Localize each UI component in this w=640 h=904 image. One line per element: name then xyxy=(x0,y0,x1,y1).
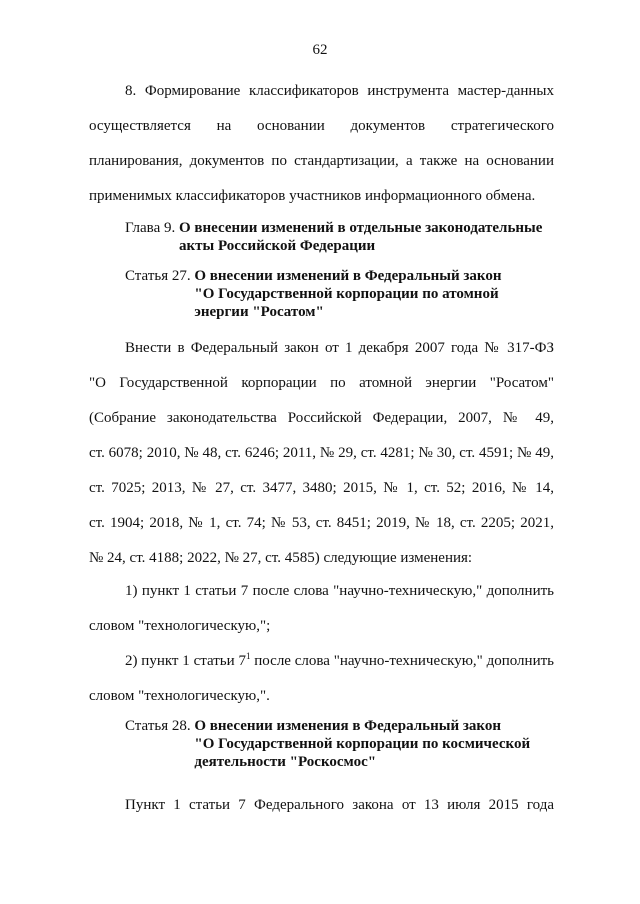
article-title-line: О внесении изменения в Федеральный закон xyxy=(194,718,501,734)
item-1-line: 1) пункт 1 статьи 7 после слова "научно-техническую," дополнить xyxy=(125,583,554,599)
item-2-superscript: 1 xyxy=(245,651,251,661)
article-27-line: № 24, ст. 4188; 2022, № 27, ст. 4585) следующие изменения: xyxy=(89,550,473,566)
article-27-line: "О Государственной корпорации по атомной энергии "Росатом" xyxy=(89,375,554,391)
article-27-line: ст. 7025; 2013, № 27, ст. 3477, 3480; 2015, № 1, ст. 52; 2016, № 14, xyxy=(89,480,554,496)
article-title-line: "О Государственной корпорации по космической xyxy=(194,736,531,752)
article-27-heading xyxy=(125,267,502,321)
paragraph-8-line: 8. Формирование классификаторов инструмента мастер-данных xyxy=(125,83,554,99)
paragraph-8-line: осуществляется на основании документов стратегического xyxy=(89,118,554,134)
article-28-intro xyxy=(89,788,554,823)
article-label: Статья 27. xyxy=(125,268,191,284)
article-27-item-2 xyxy=(89,644,554,714)
article-27-line: Внести в Федеральный закон от 1 декабря 2007 года № 317-ФЗ xyxy=(125,340,554,356)
item-1-line: словом "технологическую,"; xyxy=(89,618,271,634)
article-27-line: (Собрание законодательства Российской Федерации, 2007, № 49, xyxy=(89,410,554,426)
article-27-line: ст. 1904; 2018, № 1, ст. 74; № 53, ст. 8451; 2019, № 18, ст. 2205; 2021, xyxy=(89,515,554,531)
article-title-line: деятельности "Роскосмос" xyxy=(194,754,377,770)
item-2-text: 2) пункт 1 статьи 7 xyxy=(125,653,246,669)
chapter-label: Глава 9. xyxy=(125,220,176,236)
chapter-title-line: акты Российской Федерации xyxy=(178,238,376,254)
item-2-text: после слова "научно-техническую," дополнить xyxy=(250,653,554,669)
item-2-line: словом "технологическую,". xyxy=(89,688,270,704)
article-title-line: О внесении изменений в Федеральный закон xyxy=(194,268,502,284)
paragraph-8-line: применимых классификаторов участников информационного обмена. xyxy=(89,188,536,204)
page-number: 62 xyxy=(312,42,328,58)
chapter-title-line: О внесении изменений в отдельные законодательные xyxy=(178,220,543,236)
article-28-line: Пункт 1 статьи 7 Федерального закона от 13 июля 2015 года xyxy=(125,797,554,813)
chapter-title xyxy=(179,219,542,255)
article-28-heading xyxy=(125,717,530,771)
article-27-item-1 xyxy=(89,574,554,644)
article-label: Статья 28. xyxy=(125,718,191,734)
paragraph-8-line: планирования, документов по стандартизации, а также на основании xyxy=(89,153,554,169)
item-2-line xyxy=(89,644,554,679)
article-title xyxy=(194,267,501,321)
article-title-line: "О Государственной корпорации по атомной xyxy=(194,286,499,302)
paragraph-8 xyxy=(89,74,554,214)
article-27-line: ст. 6078; 2010, № 48, ст. 6246; 2011, № 29, ст. 4281; № 30, ст. 4591; № 49, xyxy=(89,445,554,461)
article-27-intro xyxy=(89,331,554,576)
article-title-line: энергии "Росатом" xyxy=(194,304,324,320)
chapter-9-heading xyxy=(125,219,542,255)
article-title xyxy=(194,717,530,771)
